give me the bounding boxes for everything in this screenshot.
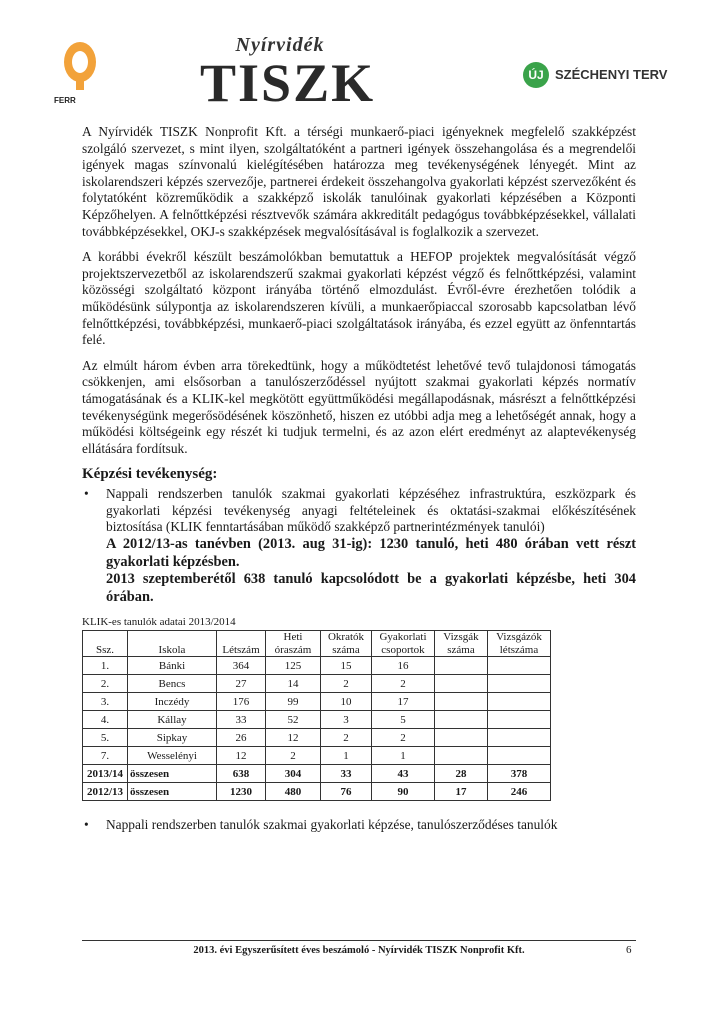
table-cell [488, 729, 551, 747]
page-footer: 2013. évi Egyszerűsített éves beszámoló - Nyírvidék TISZK Nonprofit Kft. [82, 940, 636, 956]
table-cell: 15 [321, 657, 372, 675]
paragraph-intro: A Nyírvidék TISZK Nonprofit Kft. a térségi munkaerő-piaci igényeknek megfelelő szakképzést szolgáló szervezet, s mint ilyen, szolgáltatóként a partneri igények összehangolása és a megrendelői igények magas színvonalú kielégítésében határozza meg tevékenységének lényegét. Mint az iskolarendszeri képzés szervezője, partnerei érdekeit összehangolva gyakorlati képzést szervezőként és folytatóként közreműködik a szakképző iskolák tanulóinak gyakorlati képzésében a Központi Képzőhelyen. A felnőttképzési résztvevők számára akkreditált pedagógus továbbképzésekkel, vállalati továbbképzésekkel, OKJ-s szakképzések megvalósításával is foglalkozik a szervezet. [82, 124, 636, 239]
table-header-row [83, 631, 551, 657]
table-row [83, 765, 551, 783]
table-cell: 2 [266, 747, 321, 765]
table-cell: 2 [321, 675, 372, 693]
table-cell: 17 [372, 693, 435, 711]
table-cell: 99 [266, 693, 321, 711]
table-cell: 27 [217, 675, 266, 693]
table-cell: 125 [266, 657, 321, 675]
paragraph-history: A korábbi évekről készült beszámolókban bemutattuk a HEFOP projektek megvalósítását végző projektszervezetből az iskolarendszerű szakmai gyakorlati képzést végző és felnőttképzési, valamint közösségi szolgáltató központ irányába történő elmozdulást. Évről-évre érezhetően tolódik a működésünk súlypontja az iskolarendszeren kívüli, a munkaerőpiaccal szorosabb kapcsolatban lévő felnőttképzési, továbbképzési, munkaerő-piaci szolgáltatások irányába, és ezzel együtt az önfenntartás felé. [82, 249, 636, 348]
highlight-2012: A 2012/13-as tanévben (2013. aug 31-ig): 1230 tanuló, heti 480 órában vett részt gyakorlati képzésben. [106, 536, 636, 570]
table-cell: összesen [128, 765, 217, 783]
table-cell: Wesselényi [128, 747, 217, 765]
table-cell: 246 [488, 783, 551, 801]
table-cell: 16 [372, 657, 435, 675]
tiszk-logo-main: TISZK [200, 53, 376, 113]
szechenyi-terv-logo [523, 60, 673, 90]
table-cell [435, 729, 488, 747]
col-header: Heti óraszám [266, 631, 321, 657]
table-row [83, 729, 551, 747]
bullet-item [82, 486, 636, 536]
col-header: Létszám [217, 631, 266, 657]
table-cell: 1 [321, 747, 372, 765]
table-row [83, 711, 551, 729]
table-cell [488, 693, 551, 711]
table-cell: összesen [128, 783, 217, 801]
paragraph-goals: Az elmúlt három évben arra törekedtünk, hogy a működtetést lehetővé tevő tulajdonosi támogatás csökkenjen, ami elsősorban a tanulószerződéssel nyújtott szakmai gyakorlati képzés normatív támogatásának és a KLIK-kel megkötött együttműködési megállapodásnak, másrészt a felnőttképzési tevékenységünk megerősödésének köszönhető, hiszen ez utóbbi adja meg a lehetőségét annak, hogy a működési költségeink egy részét ki tudjuk termelni, és az azon elért eredményt az alaptevékenység ellátására fordítsuk. [82, 357, 636, 456]
col-header: Vizsgázók létszáma [488, 631, 551, 657]
table-cell: 3. [83, 693, 128, 711]
table-row [83, 747, 551, 765]
tiszk-logo-top: Nyírvidék [235, 34, 325, 56]
table-row [83, 675, 551, 693]
szechenyi-mark-icon: ÚJ [523, 62, 549, 88]
table-cell: 364 [217, 657, 266, 675]
table-cell: 2 [372, 729, 435, 747]
table-cell: Sipkay [128, 729, 217, 747]
bullet-dot-icon: • [84, 817, 89, 833]
ferr-logo-text: FERR [54, 96, 76, 105]
page-number: 6 [626, 944, 632, 956]
table-cell: 1. [83, 657, 128, 675]
szechenyi-terv-text: SZÉCHENYI TERV [555, 67, 668, 82]
table-row [83, 657, 551, 675]
table-cell: Bánki [128, 657, 217, 675]
table-cell: 12 [266, 729, 321, 747]
col-header: Ssz. [83, 631, 128, 657]
table-cell: 5. [83, 729, 128, 747]
table-cell [488, 711, 551, 729]
table-cell: 7. [83, 747, 128, 765]
bullet-text: Nappali rendszerben tanulók szakmai gyakorlati képzéséhez infrastruktúra, eszközpark és gyakorlati képzési tevékenység anyagi feltételeinek és oktatási-szakmai előkészítésének biztosítása (KLIK fenntartásában működő szakképző partnerintézmények tanulói) [106, 486, 636, 535]
table-cell: 33 [321, 765, 372, 783]
col-header: Iskola [128, 631, 217, 657]
table-cell: Bencs [128, 675, 217, 693]
table-cell: 90 [372, 783, 435, 801]
table-cell: 1230 [217, 783, 266, 801]
table-cell: 76 [321, 783, 372, 801]
table-cell: 2013/14 [83, 765, 128, 783]
table-cell [488, 657, 551, 675]
table-cell [488, 747, 551, 765]
page-header [0, 0, 717, 120]
table-cell: 12 [217, 747, 266, 765]
table-row [83, 783, 551, 801]
table-cell: 3 [321, 711, 372, 729]
table-cell: 2012/13 [83, 783, 128, 801]
bullet-text: Nappali rendszerben tanulók szakmai gyakorlati képzése, tanulószerződéses tanulók [106, 817, 558, 833]
table-cell [435, 747, 488, 765]
table-cell [435, 693, 488, 711]
page-body [82, 124, 636, 834]
table-cell: 26 [217, 729, 266, 747]
table-cell: 28 [435, 765, 488, 783]
ferr-logo [52, 40, 116, 112]
table-cell: 638 [217, 765, 266, 783]
bullet-item [82, 817, 636, 834]
table-row [83, 693, 551, 711]
table-cell: 2. [83, 675, 128, 693]
table-cell: 480 [266, 783, 321, 801]
table-cell: Inczédy [128, 693, 217, 711]
col-header: Vizsgák száma [435, 631, 488, 657]
table-cell: 52 [266, 711, 321, 729]
table-cell: 2 [321, 729, 372, 747]
table-cell: 5 [372, 711, 435, 729]
table-cell: 1 [372, 747, 435, 765]
table-cell [435, 711, 488, 729]
highlight-2013: 2013 szeptemberétől 638 tanuló kapcsolódott be a gyakorlati képzésbe, heti 304 órában. [106, 571, 636, 605]
table-cell: 176 [217, 693, 266, 711]
table-cell: 2 [372, 675, 435, 693]
table-caption: KLIK-es tanulók adatai 2013/2014 [82, 616, 236, 629]
tiszk-logo [200, 34, 376, 114]
table-cell: 14 [266, 675, 321, 693]
ferr-logo-icon [58, 40, 102, 96]
table-cell: Kállay [128, 711, 217, 729]
table-cell: 378 [488, 765, 551, 783]
table-cell: 4. [83, 711, 128, 729]
table-cell: 10 [321, 693, 372, 711]
table-cell: 17 [435, 783, 488, 801]
section-title: Képzési tevékenység: [82, 466, 218, 483]
table-cell: 304 [266, 765, 321, 783]
col-header: Okratók száma [321, 631, 372, 657]
table-cell [435, 657, 488, 675]
klik-students-table [82, 630, 551, 801]
table-cell [488, 675, 551, 693]
table-cell: 33 [217, 711, 266, 729]
table-cell [435, 675, 488, 693]
bullet-dot-icon: • [84, 486, 89, 502]
table-cell: 43 [372, 765, 435, 783]
col-header: Gyakorlati csoportok [372, 631, 435, 657]
